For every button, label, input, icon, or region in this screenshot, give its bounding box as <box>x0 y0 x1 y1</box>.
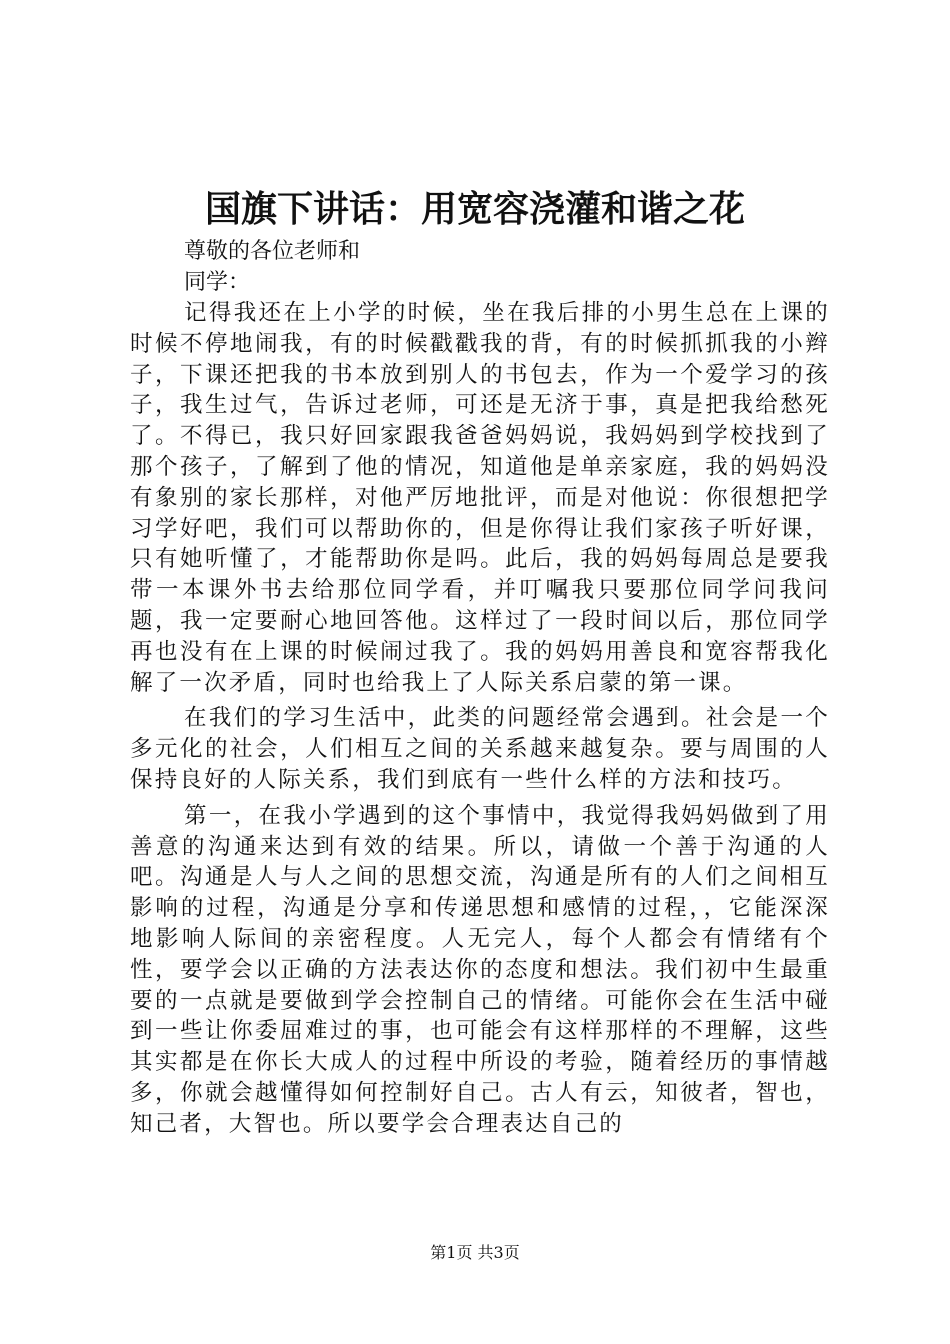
greeting-line-2: 同学： <box>184 270 251 295</box>
greeting-line-1: 尊敬的各位老师和 <box>184 239 361 264</box>
document-body <box>130 236 830 1140</box>
document-title: 国旗下讲话：用宽容浇灌和谐之花 <box>204 188 745 230</box>
paragraph-3: 第一，在我小学遇到的这个事情中，我觉得我妈妈做到了用善意的沟通来达到有效的结果。所以，请做一个善于沟通的人吧。沟通是人与人之间的思想交流，沟通是所有的人们之间相互影响的过程，沟通是分享和传递思想和感情的过程，，它能深深地影响人际间的亲密程度。人无完人，每个人都会有情绪有个性，要学会以正确的方法表达你的态度和想法。我们初中生最重要的一点就是要做到学会控制自己的情绪。可能你会在生活中碰到一些让你委屈难过的事，也可能会有这样那样的不理解，这些其实都是在你长大成人的过程中所设的考验，随着经历的事情越多，你就会越懂得如何控制好自己。古人有云，知彼者，智也，知己者，大智也。所以要学会合理表达自己的 <box>130 802 830 1137</box>
page-footer: 第1页 共3页 <box>430 1243 520 1262</box>
paragraph-1: 记得我还在上小学的时候，坐在我后排的小男生总在上课的时候不停地闹我，有的时候戳戳我的背，有的时候抓抓我的小辫子，下课还把我的书本放到别人的书包去，作为一个爱学习的孩子，我生过气，告诉过老师，可还是无济于事，真是把我给愁死了。不得已，我只好回家跟我爸爸妈妈说，我妈妈到学校找到了那个孩子，了解到了他的情况，知道他是单亲家庭，我的妈妈没有象别的家长那样，对他严厉地批评，而是对他说：你很想把学习学好吧，我们可以帮助你的，但是你得让我们家孩子听好课，只有她听懂了，才能帮助你是吗。此后，我的妈妈每周总是要我带一本课外书去给那位同学看，并叮嘱我只要那位同学问我问题，我一定要耐心地回答他。这样过了一段时间以后，那位同学再也没有在上课的时候闹过我了。我的妈妈用善良和宽容帮我化解了一次矛盾，同时也给我上了人际关系启蒙的第一课。 <box>130 300 830 696</box>
paragraph-2: 在我们的学习生活中，此类的问题经常会遇到。社会是一个多元化的社会，人们相互之间的关系越来越复杂。要与周围的人保持良好的人际关系，我们到底有一些什么样的方法和技巧。 <box>130 705 830 793</box>
